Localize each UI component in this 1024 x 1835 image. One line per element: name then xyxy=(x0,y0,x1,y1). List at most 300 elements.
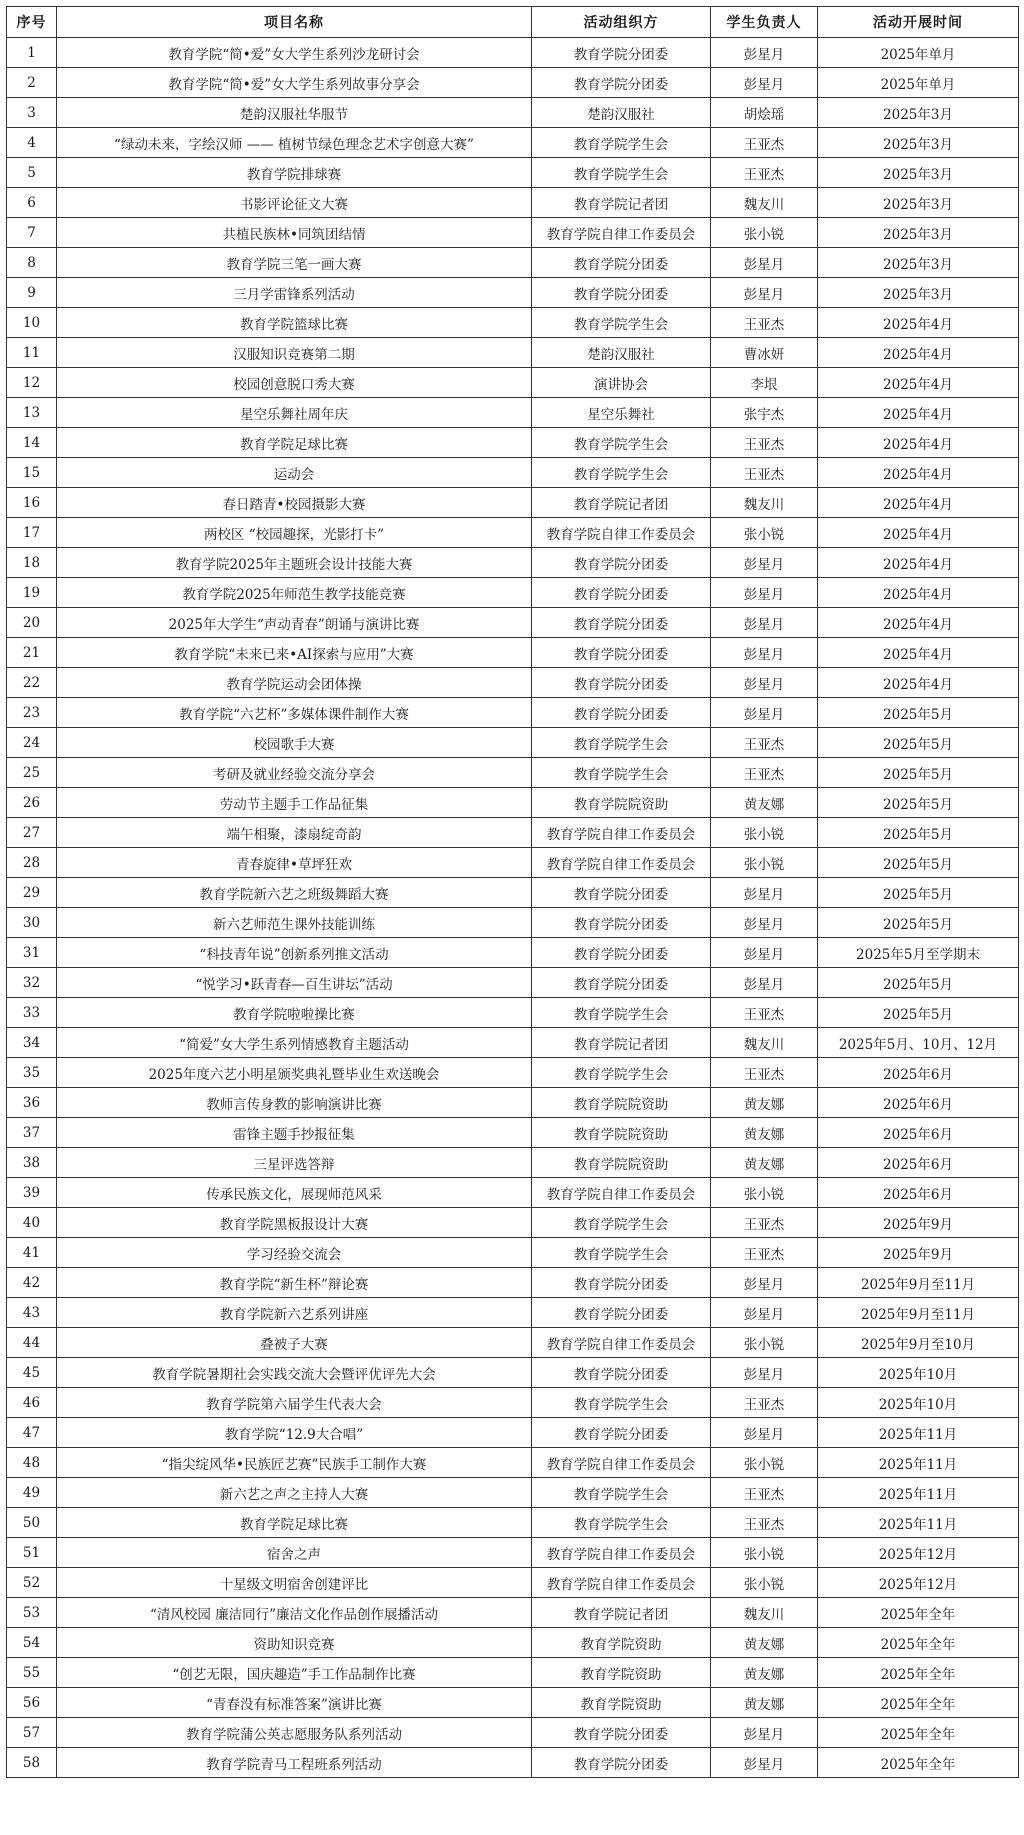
cell-organizer: 教育学院记者团 xyxy=(532,188,711,218)
table-row xyxy=(7,1358,1019,1388)
cell-organizer: 教育学院院资助 xyxy=(532,1088,711,1118)
cell-project-name: 资助知识竞赛 xyxy=(57,1628,532,1658)
cell-index: 40 xyxy=(7,1208,57,1238)
cell-project-name: 教育学院“简•爱”女大学生系列故事分享会 xyxy=(57,68,532,98)
cell-activity-time: 2025年5月 xyxy=(818,788,1019,818)
cell-project-name: 教育学院“简•爱”女大学生系列沙龙研讨会 xyxy=(57,38,532,68)
cell-index: 43 xyxy=(7,1298,57,1328)
table-row xyxy=(7,518,1019,548)
cell-student-lead: 王亚杰 xyxy=(711,1208,818,1238)
header-organizer: 活动组织方 xyxy=(532,7,711,38)
cell-organizer: 教育学院自律工作委员会 xyxy=(532,1178,711,1208)
cell-index: 50 xyxy=(7,1508,57,1538)
table-row xyxy=(7,188,1019,218)
cell-index: 31 xyxy=(7,938,57,968)
cell-student-lead: 黄友娜 xyxy=(711,1688,818,1718)
cell-project-name: “绿动未来，字绘汉师 —— 植树节绿色理念艺术字创意大赛” xyxy=(57,128,532,158)
cell-student-lead: 黄友娜 xyxy=(711,1628,818,1658)
cell-index: 10 xyxy=(7,308,57,338)
cell-student-lead: 张小锐 xyxy=(711,1448,818,1478)
table-row xyxy=(7,848,1019,878)
table-row xyxy=(7,1388,1019,1418)
cell-organizer: 教育学院自律工作委员会 xyxy=(532,1538,711,1568)
cell-activity-time: 2025年4月 xyxy=(818,338,1019,368)
cell-project-name: 教育学院足球比赛 xyxy=(57,1508,532,1538)
cell-project-name: 教育学院运动会团体操 xyxy=(57,668,532,698)
cell-project-name: 教育学院黑板报设计大赛 xyxy=(57,1208,532,1238)
cell-organizer: 教育学院分团委 xyxy=(532,278,711,308)
cell-activity-time: 2025年4月 xyxy=(818,428,1019,458)
cell-index: 25 xyxy=(7,758,57,788)
cell-student-lead: 张小锐 xyxy=(711,848,818,878)
cell-index: 54 xyxy=(7,1628,57,1658)
cell-organizer: 教育学院学生会 xyxy=(532,158,711,188)
cell-organizer: 教育学院学生会 xyxy=(532,1208,711,1238)
table-row xyxy=(7,1208,1019,1238)
cell-activity-time: 2025年3月 xyxy=(818,188,1019,218)
cell-student-lead: 魏友川 xyxy=(711,1598,818,1628)
cell-student-lead: 彭星月 xyxy=(711,248,818,278)
cell-activity-time: 2025年4月 xyxy=(818,368,1019,398)
cell-project-name: 教师言传身教的影响演讲比赛 xyxy=(57,1088,532,1118)
cell-project-name: 端午相聚，漆扇绽奇韵 xyxy=(57,818,532,848)
table-row xyxy=(7,788,1019,818)
table-row xyxy=(7,818,1019,848)
cell-activity-time: 2025年3月 xyxy=(818,278,1019,308)
cell-project-name: 教育学院“新生杯”辩论赛 xyxy=(57,1268,532,1298)
cell-index: 56 xyxy=(7,1688,57,1718)
cell-student-lead: 魏友川 xyxy=(711,488,818,518)
cell-project-name: 雷锋主题手抄报征集 xyxy=(57,1118,532,1148)
cell-student-lead: 彭星月 xyxy=(711,578,818,608)
cell-index: 47 xyxy=(7,1418,57,1448)
cell-student-lead: 王亚杰 xyxy=(711,428,818,458)
cell-project-name: 校园创意脱口秀大赛 xyxy=(57,368,532,398)
cell-index: 4 xyxy=(7,128,57,158)
cell-organizer: 楚韵汉服社 xyxy=(532,98,711,128)
table-row xyxy=(7,608,1019,638)
table-row xyxy=(7,548,1019,578)
cell-organizer: 演讲协会 xyxy=(532,368,711,398)
cell-project-name: “青春没有标准答案”演讲比赛 xyxy=(57,1688,532,1718)
cell-student-lead: 彭星月 xyxy=(711,608,818,638)
cell-index: 28 xyxy=(7,848,57,878)
table-row xyxy=(7,1598,1019,1628)
cell-student-lead: 彭星月 xyxy=(711,638,818,668)
cell-activity-time: 2025年全年 xyxy=(818,1748,1019,1778)
cell-index: 58 xyxy=(7,1748,57,1778)
cell-student-lead: 彭星月 xyxy=(711,668,818,698)
cell-activity-time: 2025年4月 xyxy=(818,488,1019,518)
cell-index: 5 xyxy=(7,158,57,188)
table-row xyxy=(7,758,1019,788)
cell-project-name: 共植民族林•同筑团结情 xyxy=(57,218,532,248)
cell-project-name: 教育学院暑期社会实践交流大会暨评优评先大会 xyxy=(57,1358,532,1388)
cell-organizer: 教育学院资助 xyxy=(532,1658,711,1688)
cell-student-lead: 黄友娜 xyxy=(711,1148,818,1178)
cell-student-lead: 张小锐 xyxy=(711,1568,818,1598)
cell-index: 14 xyxy=(7,428,57,458)
cell-project-name: 2025年大学生“声动青春”朗诵与演讲比赛 xyxy=(57,608,532,638)
cell-organizer: 教育学院分团委 xyxy=(532,38,711,68)
header-index: 序号 xyxy=(7,7,57,38)
cell-project-name: 宿舍之声 xyxy=(57,1538,532,1568)
cell-activity-time: 2025年3月 xyxy=(818,98,1019,128)
cell-student-lead: 张小锐 xyxy=(711,1328,818,1358)
header-student-lead: 学生负责人 xyxy=(711,7,818,38)
table-row xyxy=(7,1628,1019,1658)
cell-organizer: 教育学院分团委 xyxy=(532,1298,711,1328)
cell-organizer: 教育学院学生会 xyxy=(532,308,711,338)
cell-organizer: 教育学院分团委 xyxy=(532,1358,711,1388)
cell-activity-time: 2025年4月 xyxy=(818,398,1019,428)
cell-student-lead: 彭星月 xyxy=(711,1718,818,1748)
table-row xyxy=(7,368,1019,398)
table-row xyxy=(7,1088,1019,1118)
cell-activity-time: 2025年单月 xyxy=(818,38,1019,68)
cell-student-lead: 王亚杰 xyxy=(711,458,818,488)
cell-index: 45 xyxy=(7,1358,57,1388)
cell-activity-time: 2025年10月 xyxy=(818,1388,1019,1418)
cell-project-name: “清风校园 廉洁同行”廉洁文化作品创作展播活动 xyxy=(57,1598,532,1628)
cell-organizer: 教育学院分团委 xyxy=(532,1718,711,1748)
table-row xyxy=(7,1748,1019,1778)
cell-project-name: 运动会 xyxy=(57,458,532,488)
cell-project-name: 学习经验交流会 xyxy=(57,1238,532,1268)
table-row xyxy=(7,1478,1019,1508)
cell-student-lead: 黄友娜 xyxy=(711,788,818,818)
cell-activity-time: 2025年5月 xyxy=(818,758,1019,788)
cell-activity-time: 2025年6月 xyxy=(818,1058,1019,1088)
cell-student-lead: 彭星月 xyxy=(711,1358,818,1388)
cell-activity-time: 2025年11月 xyxy=(818,1508,1019,1538)
cell-index: 34 xyxy=(7,1028,57,1058)
cell-student-lead: 张小锐 xyxy=(711,518,818,548)
table-row xyxy=(7,428,1019,458)
cell-student-lead: 张小锐 xyxy=(711,1178,818,1208)
cell-index: 2 xyxy=(7,68,57,98)
cell-project-name: 教育学院“未来已来•AI探索与应用”大赛 xyxy=(57,638,532,668)
cell-activity-time: 2025年4月 xyxy=(818,608,1019,638)
cell-student-lead: 彭星月 xyxy=(711,968,818,998)
cell-project-name: 考研及就业经验交流分享会 xyxy=(57,758,532,788)
table-row xyxy=(7,398,1019,428)
table-row xyxy=(7,1118,1019,1148)
cell-activity-time: 2025年5月 xyxy=(818,878,1019,908)
cell-activity-time: 2025年4月 xyxy=(818,548,1019,578)
cell-activity-time: 2025年4月 xyxy=(818,458,1019,488)
cell-organizer: 教育学院资助 xyxy=(532,1628,711,1658)
table-row xyxy=(7,1718,1019,1748)
cell-organizer: 教育学院分团委 xyxy=(532,878,711,908)
cell-activity-time: 2025年3月 xyxy=(818,158,1019,188)
cell-activity-time: 2025年6月 xyxy=(818,1118,1019,1148)
table-row xyxy=(7,338,1019,368)
table-row xyxy=(7,308,1019,338)
cell-organizer: 教育学院记者团 xyxy=(532,1598,711,1628)
table-row xyxy=(7,1028,1019,1058)
table-row xyxy=(7,458,1019,488)
cell-student-lead: 魏友川 xyxy=(711,188,818,218)
cell-index: 39 xyxy=(7,1178,57,1208)
table-row xyxy=(7,248,1019,278)
cell-index: 30 xyxy=(7,908,57,938)
cell-student-lead: 王亚杰 xyxy=(711,158,818,188)
cell-index: 12 xyxy=(7,368,57,398)
table-row xyxy=(7,38,1019,68)
table-row xyxy=(7,1058,1019,1088)
table-row xyxy=(7,1658,1019,1688)
cell-index: 36 xyxy=(7,1088,57,1118)
cell-organizer: 教育学院院资助 xyxy=(532,1148,711,1178)
cell-organizer: 教育学院自律工作委员会 xyxy=(532,818,711,848)
cell-activity-time: 2025年单月 xyxy=(818,68,1019,98)
cell-organizer: 教育学院学生会 xyxy=(532,1238,711,1268)
cell-student-lead: 王亚杰 xyxy=(711,1388,818,1418)
cell-activity-time: 2025年5月至学期末 xyxy=(818,938,1019,968)
cell-project-name: 书影评论征文大赛 xyxy=(57,188,532,218)
cell-project-name: 汉服知识竞赛第二期 xyxy=(57,338,532,368)
cell-student-lead: 王亚杰 xyxy=(711,1238,818,1268)
cell-student-lead: 黄友娜 xyxy=(711,1088,818,1118)
cell-activity-time: 2025年9月至11月 xyxy=(818,1298,1019,1328)
cell-organizer: 教育学院资助 xyxy=(532,1688,711,1718)
table-row xyxy=(7,728,1019,758)
cell-organizer: 教育学院学生会 xyxy=(532,458,711,488)
cell-activity-time: 2025年9月至11月 xyxy=(818,1268,1019,1298)
cell-index: 42 xyxy=(7,1268,57,1298)
cell-project-name: 教育学院2025年师范生教学技能竞赛 xyxy=(57,578,532,608)
cell-student-lead: 彭星月 xyxy=(711,548,818,578)
cell-activity-time: 2025年全年 xyxy=(818,1598,1019,1628)
cell-index: 55 xyxy=(7,1658,57,1688)
cell-index: 18 xyxy=(7,548,57,578)
cell-activity-time: 2025年全年 xyxy=(818,1658,1019,1688)
cell-organizer: 教育学院分团委 xyxy=(532,908,711,938)
cell-organizer: 教育学院分团委 xyxy=(532,938,711,968)
cell-student-lead: 张小锐 xyxy=(711,818,818,848)
cell-student-lead: 王亚杰 xyxy=(711,128,818,158)
table-row xyxy=(7,1448,1019,1478)
cell-organizer: 教育学院记者团 xyxy=(532,488,711,518)
cell-organizer: 教育学院院资助 xyxy=(532,1118,711,1148)
cell-organizer: 教育学院分团委 xyxy=(532,1418,711,1448)
header-project-name: 项目名称 xyxy=(57,7,532,38)
cell-index: 8 xyxy=(7,248,57,278)
cell-student-lead: 王亚杰 xyxy=(711,728,818,758)
cell-activity-time: 2025年12月 xyxy=(818,1538,1019,1568)
cell-activity-time: 2025年11月 xyxy=(818,1418,1019,1448)
cell-student-lead: 黄友娜 xyxy=(711,1658,818,1688)
cell-project-name: 教育学院蒲公英志愿服务队系列活动 xyxy=(57,1718,532,1748)
cell-activity-time: 2025年5月 xyxy=(818,998,1019,1028)
cell-index: 20 xyxy=(7,608,57,638)
cell-project-name: 2025年度六艺小明星颁奖典礼暨毕业生欢送晚会 xyxy=(57,1058,532,1088)
cell-activity-time: 2025年12月 xyxy=(818,1568,1019,1598)
cell-activity-time: 2025年3月 xyxy=(818,128,1019,158)
cell-project-name: “创艺无限，国庆趣造”手工作品制作比赛 xyxy=(57,1658,532,1688)
cell-project-name: 新六艺师范生课外技能训练 xyxy=(57,908,532,938)
cell-student-lead: 张小锐 xyxy=(711,218,818,248)
table-row xyxy=(7,158,1019,188)
cell-index: 38 xyxy=(7,1148,57,1178)
cell-student-lead: 黄友娜 xyxy=(711,1118,818,1148)
cell-index: 35 xyxy=(7,1058,57,1088)
cell-student-lead: 王亚杰 xyxy=(711,1058,818,1088)
cell-organizer: 教育学院分团委 xyxy=(532,1748,711,1778)
table-row xyxy=(7,1178,1019,1208)
cell-student-lead: 彭星月 xyxy=(711,698,818,728)
cell-index: 6 xyxy=(7,188,57,218)
table-row xyxy=(7,698,1019,728)
cell-organizer: 教育学院自律工作委员会 xyxy=(532,1448,711,1478)
cell-project-name: “简爱”女大学生系列情感教育主题活动 xyxy=(57,1028,532,1058)
cell-organizer: 教育学院分团委 xyxy=(532,248,711,278)
cell-organizer: 星空乐舞社 xyxy=(532,398,711,428)
cell-activity-time: 2025年5月 xyxy=(818,698,1019,728)
cell-index: 27 xyxy=(7,818,57,848)
cell-student-lead: 张小锐 xyxy=(711,1538,818,1568)
cell-index: 57 xyxy=(7,1718,57,1748)
table-row xyxy=(7,128,1019,158)
table-row xyxy=(7,1568,1019,1598)
cell-index: 41 xyxy=(7,1238,57,1268)
table-row xyxy=(7,1688,1019,1718)
cell-student-lead: 彭星月 xyxy=(711,878,818,908)
cell-organizer: 教育学院学生会 xyxy=(532,728,711,758)
cell-student-lead: 彭星月 xyxy=(711,1418,818,1448)
table-row xyxy=(7,998,1019,1028)
cell-student-lead: 曹冰妍 xyxy=(711,338,818,368)
activity-table xyxy=(6,6,1019,1778)
cell-project-name: 叠被子大赛 xyxy=(57,1328,532,1358)
cell-organizer: 教育学院分团委 xyxy=(532,578,711,608)
header-activity-time: 活动开展时间 xyxy=(818,7,1019,38)
cell-student-lead: 彭星月 xyxy=(711,1268,818,1298)
cell-organizer: 教育学院记者团 xyxy=(532,1028,711,1058)
table-row xyxy=(7,938,1019,968)
cell-activity-time: 2025年10月 xyxy=(818,1358,1019,1388)
cell-index: 49 xyxy=(7,1478,57,1508)
cell-index: 52 xyxy=(7,1568,57,1598)
cell-student-lead: 魏友川 xyxy=(711,1028,818,1058)
cell-index: 32 xyxy=(7,968,57,998)
cell-activity-time: 2025年5月 xyxy=(818,968,1019,998)
cell-activity-time: 2025年3月 xyxy=(818,218,1019,248)
cell-index: 48 xyxy=(7,1448,57,1478)
cell-student-lead: 彭星月 xyxy=(711,38,818,68)
cell-index: 19 xyxy=(7,578,57,608)
cell-organizer: 教育学院分团委 xyxy=(532,668,711,698)
cell-index: 3 xyxy=(7,98,57,128)
cell-project-name: 两校区 “校园趣探，光影打卡” xyxy=(57,518,532,548)
cell-organizer: 教育学院自律工作委员会 xyxy=(532,218,711,248)
cell-project-name: 教育学院排球赛 xyxy=(57,158,532,188)
cell-organizer: 教育学院自律工作委员会 xyxy=(532,848,711,878)
cell-project-name: 十星级文明宿舍创建评比 xyxy=(57,1568,532,1598)
table-header xyxy=(7,7,1019,38)
table-row xyxy=(7,1238,1019,1268)
cell-activity-time: 2025年全年 xyxy=(818,1628,1019,1658)
cell-student-lead: 彭星月 xyxy=(711,1298,818,1328)
cell-organizer: 教育学院分团委 xyxy=(532,698,711,728)
cell-activity-time: 2025年11月 xyxy=(818,1478,1019,1508)
cell-project-name: 劳动节主题手工作品征集 xyxy=(57,788,532,818)
cell-organizer: 教育学院分团委 xyxy=(532,968,711,998)
table-row xyxy=(7,218,1019,248)
table-row xyxy=(7,578,1019,608)
cell-activity-time: 2025年9月 xyxy=(818,1208,1019,1238)
cell-index: 7 xyxy=(7,218,57,248)
cell-activity-time: 2025年4月 xyxy=(818,638,1019,668)
cell-student-lead: 王亚杰 xyxy=(711,308,818,338)
cell-activity-time: 2025年11月 xyxy=(818,1448,1019,1478)
cell-organizer: 教育学院自律工作委员会 xyxy=(532,1568,711,1598)
cell-activity-time: 2025年4月 xyxy=(818,518,1019,548)
cell-organizer: 教育学院学生会 xyxy=(532,758,711,788)
cell-index: 33 xyxy=(7,998,57,1028)
table-row xyxy=(7,968,1019,998)
cell-activity-time: 2025年全年 xyxy=(818,1718,1019,1748)
cell-project-name: 教育学院“12.9大合唱” xyxy=(57,1418,532,1448)
table-row xyxy=(7,908,1019,938)
cell-organizer: 教育学院分团委 xyxy=(532,608,711,638)
table-row xyxy=(7,1148,1019,1178)
cell-activity-time: 2025年3月 xyxy=(818,248,1019,278)
cell-activity-time: 2025年9月至10月 xyxy=(818,1328,1019,1358)
cell-project-name: 新六艺之声之主持人大赛 xyxy=(57,1478,532,1508)
cell-activity-time: 2025年4月 xyxy=(818,308,1019,338)
cell-activity-time: 2025年4月 xyxy=(818,578,1019,608)
cell-organizer: 楚韵汉服社 xyxy=(532,338,711,368)
table-row xyxy=(7,278,1019,308)
cell-project-name: “指尖绽风华•民族匠艺赛”民族手工制作大赛 xyxy=(57,1448,532,1478)
cell-index: 21 xyxy=(7,638,57,668)
cell-activity-time: 2025年5月 xyxy=(818,728,1019,758)
cell-project-name: 三星评选答辩 xyxy=(57,1148,532,1178)
cell-project-name: 教育学院新六艺系列讲座 xyxy=(57,1298,532,1328)
cell-student-lead: 彭星月 xyxy=(711,68,818,98)
cell-student-lead: 李垠 xyxy=(711,368,818,398)
cell-student-lead: 王亚杰 xyxy=(711,998,818,1028)
cell-organizer: 教育学院学生会 xyxy=(532,998,711,1028)
cell-project-name: 教育学院足球比赛 xyxy=(57,428,532,458)
table-body xyxy=(7,38,1019,1778)
cell-student-lead: 张宇杰 xyxy=(711,398,818,428)
cell-project-name: 教育学院新六艺之班级舞蹈大赛 xyxy=(57,878,532,908)
cell-activity-time: 2025年5月 xyxy=(818,848,1019,878)
cell-index: 13 xyxy=(7,398,57,428)
table-row xyxy=(7,1418,1019,1448)
cell-activity-time: 2025年5月 xyxy=(818,818,1019,848)
cell-organizer: 教育学院分团委 xyxy=(532,68,711,98)
table-row xyxy=(7,638,1019,668)
table-row xyxy=(7,1508,1019,1538)
cell-activity-time: 2025年6月 xyxy=(818,1148,1019,1178)
cell-project-name: 楚韵汉服社华服节 xyxy=(57,98,532,128)
cell-organizer: 教育学院学生会 xyxy=(532,128,711,158)
cell-index: 29 xyxy=(7,878,57,908)
cell-index: 53 xyxy=(7,1598,57,1628)
table-row xyxy=(7,1298,1019,1328)
cell-student-lead: 胡烩瑶 xyxy=(711,98,818,128)
cell-student-lead: 王亚杰 xyxy=(711,1478,818,1508)
cell-student-lead: 彭星月 xyxy=(711,278,818,308)
cell-activity-time: 2025年6月 xyxy=(818,1088,1019,1118)
cell-index: 23 xyxy=(7,698,57,728)
header-row xyxy=(7,7,1019,38)
cell-index: 37 xyxy=(7,1118,57,1148)
